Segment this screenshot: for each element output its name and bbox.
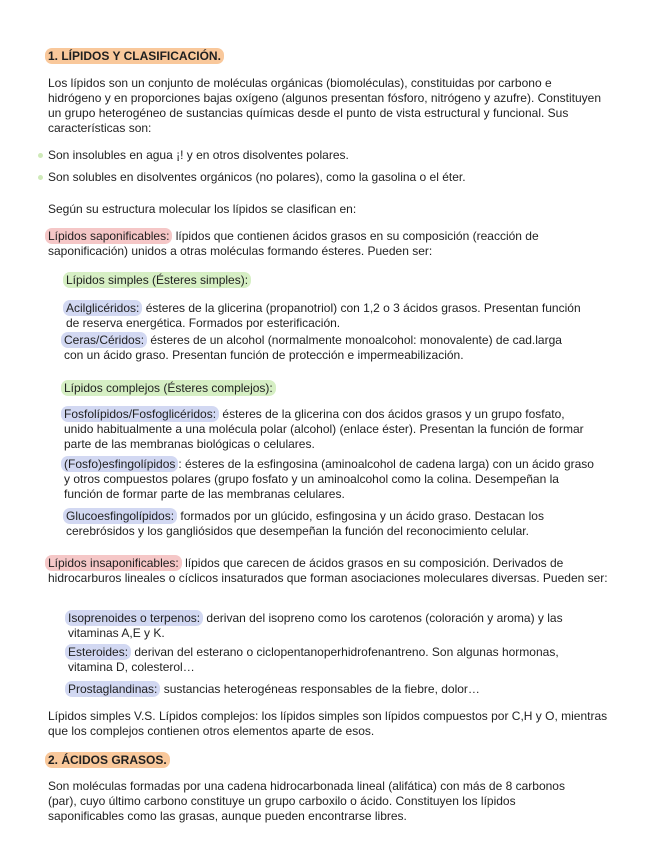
esfingolipidos-term: (Fosfo)esfingolípidos bbox=[61, 456, 178, 472]
esteroides-term: Esteroides: bbox=[65, 644, 131, 660]
acidos-grasos-paragraph: Son moléculas formadas por una cadena hidrocarbonada lineal (alifática) con más de 8 carbonos (par), cuyo último carbono constituye un grupo carboxilo o ácido. Constituyen los lípidos saponificables como las grasas, aunque pueden encontrarse libres. bbox=[48, 779, 565, 823]
insaponificables-paragraph: Lípidos insaponificables: lípidos que carecen de ácidos grasos en su composición. Derivados de hidrocarburos lineales o cíclicos insaturados que forman asociaciones moleculares diversas. Pueden ser: bbox=[48, 556, 608, 586]
glucoesfingolipidos-term: Glucoesfingolípidos: bbox=[63, 508, 177, 524]
isoprenoides-paragraph: Isoprenoides o terpenos: derivan del isopreno como los carotenos (coloración y aroma) y las vitaminas A,E y K. bbox=[68, 611, 598, 641]
bullet-item: Son insolubles en agua ¡! y en otros disolventes polares. bbox=[48, 148, 608, 163]
section-1-heading: 1. LÍPIDOS Y CLASIFICACIÓN. bbox=[48, 49, 224, 64]
insaponificables-term: Lípidos insaponificables: bbox=[45, 555, 182, 571]
glucoesfingolipidos-paragraph: Glucoesfingolípidos: formados por un glúcido, esfingosina y un ácido graso. Destacan los cerebrósidos y los gangliósidos que desempeñan la función del reconocimiento celular. bbox=[66, 509, 596, 539]
bullet-item: Son solubles en disolventes orgánicos (no polares), como la gasolina o el éter. bbox=[48, 170, 608, 185]
acilgliceridos-paragraph: Acilglicéridos: ésteres de la glicerina (propanotriol) con 1,2 o 3 ácidos grasos. Presentan función de reserva energética. Formados por esterificación. bbox=[66, 301, 586, 331]
simples-heading: Lípidos simples (Ésteres simples): bbox=[66, 273, 251, 288]
saponificables-term: Lípidos saponificables: bbox=[45, 228, 172, 244]
intro-paragraph: Los lípidos son un conjunto de moléculas orgánicas (biomoléculas), constituidas por carbono e hidrógeno y en proporciones bajas oxígeno (algunos presentan fósforo, nitrógeno y azufre). Constituyen un grupo heterogéneo de sustancias químicas desde el punto de vista estructural y funcional. Sus características son: bbox=[48, 76, 602, 135]
esteroides-paragraph: Esteroides: derivan del esterano o ciclopentanoperhidrofenantreno. Son algunas hormonas, vitamina D, colesterol… bbox=[68, 645, 598, 675]
saponificables-paragraph: Lípidos saponificables: lípidos que contienen ácidos grasos en su composición (reacción de saponificación) unidos a otras moléculas formando ésteres. Pueden ser: bbox=[48, 229, 608, 259]
ceras-term: Ceras/Céridos: bbox=[61, 332, 147, 348]
fosfolipidos-paragraph: Fosfolípidos/Fosfoglicéridos: ésteres de la glicerina con dos ácidos grasos y un grupo fosfato, unido habitualmente a una molécula polar (alcohol) (enlace éster). Presentan la función de formar parte de las membranas biológicas o celulares. bbox=[64, 407, 594, 452]
esfingolipidos-paragraph: (Fosfo)esfingolípidos : ésteres de la esfingosina (aminoalcohol de cadena larga) con un ácido graso y otros compuestos polares (grupo fosfato y un aminoalcohol como la colina. Desempeñan la función de formar parte de las membranas celulares. bbox=[64, 457, 594, 502]
prostaglandinas-term: Prostaglandinas: bbox=[65, 681, 160, 697]
complejos-heading: Lípidos complejos (Ésteres complejos): bbox=[64, 381, 276, 396]
fosfolipidos-term: Fosfolípidos/Fosfoglicéridos: bbox=[61, 406, 219, 422]
bullet-dot-icon bbox=[38, 153, 43, 158]
prostaglandinas-paragraph: Prostaglandinas: sustancias heterogéneas responsables de la fiebre, dolor… bbox=[68, 682, 598, 697]
bullet-dot-icon bbox=[38, 175, 43, 180]
comparison-paragraph: Lípidos simples V.S. Lípidos complejos: los lípidos simples son lípidos compuestos por C,H y O, mientras que los complejos contienen otros elementos aparte de esos. bbox=[48, 709, 608, 738]
ceras-paragraph: Ceras/Céridos: ésteres de un alcohol (normalmente monoalcohol: monovalente) de cad.larga con un ácido graso. Presentan función de protección e impermeabilización. bbox=[64, 333, 584, 363]
section-2-heading: 2. ÁCIDOS GRASOS. bbox=[48, 753, 170, 768]
acilgliceridos-term: Acilglicéridos: bbox=[63, 300, 142, 316]
classification-intro: Según su estructura molecular los lípidos se clasifican en: bbox=[48, 202, 357, 216]
isoprenoides-term: Isoprenoides o terpenos: bbox=[65, 610, 203, 626]
